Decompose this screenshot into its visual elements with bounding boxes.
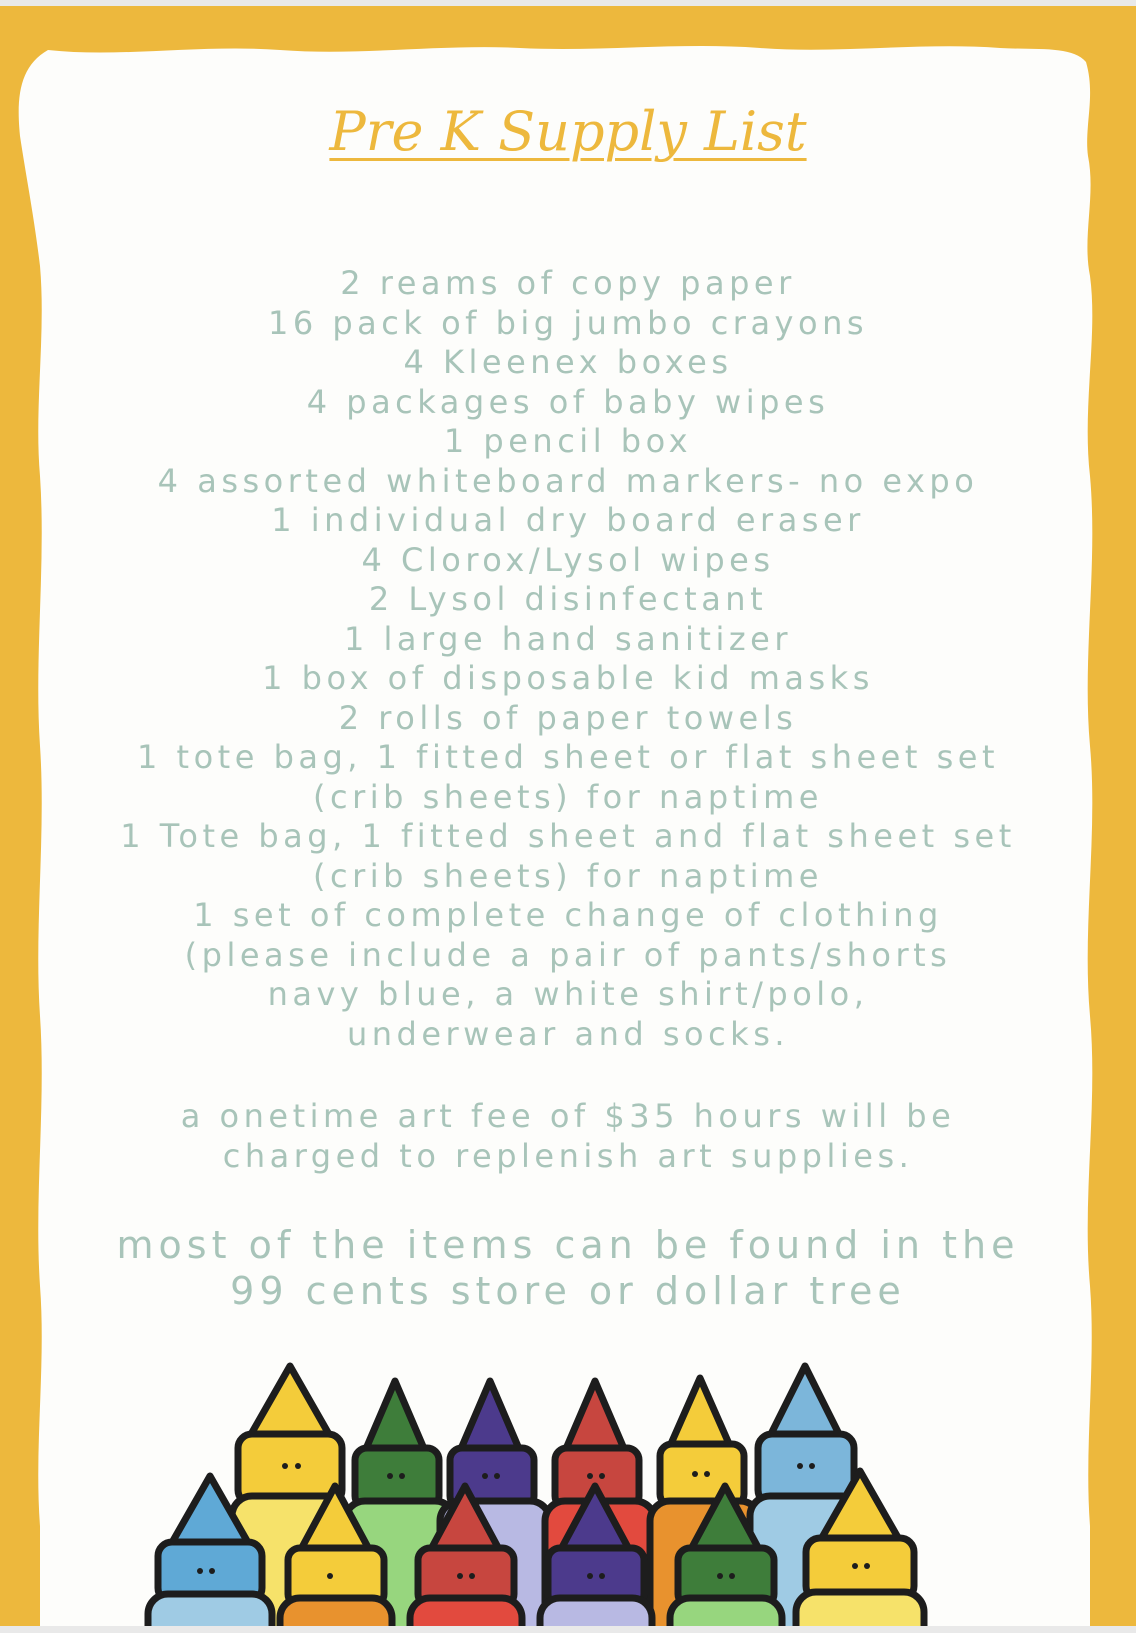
supply-item: 4 packages of baby wipes	[306, 382, 830, 421]
supply-item: 4 Kleenex boxes	[403, 343, 733, 381]
art-fee-line: a onetime art fee of $35 hours will be	[180, 1097, 956, 1135]
supply-item: 4 Clorox/Lysol wipes	[361, 540, 775, 579]
supply-item: 1 pencil box	[443, 422, 693, 460]
supply-item: 2 Lysol disinfectant	[368, 580, 768, 618]
supply-item: navy blue, a white shirt/polo,	[267, 975, 869, 1013]
page-title: Pre K Supply List	[329, 100, 807, 163]
supply-item: (crib sheets) for naptime	[313, 856, 823, 895]
store-note-line: 99 cents store or dollar tree	[230, 1269, 906, 1313]
supply-item: 1 individual dry board eraser	[271, 501, 865, 539]
supply-item: (crib sheets) for naptime	[313, 777, 823, 816]
supply-item: (please include a pair of pants/shorts	[184, 935, 952, 974]
supply-item: 1 large hand sanitizer	[344, 619, 792, 658]
supply-item: 2 reams of copy paper	[340, 264, 796, 302]
supply-item: 4 assorted whiteboard markers- no expo	[157, 461, 979, 500]
art-fee-note	[60, 1096, 1076, 1176]
supply-item: 1 tote bag, 1 fitted sheet or flat sheet set	[137, 738, 999, 776]
store-note	[60, 1222, 1076, 1314]
supply-item: 16 pack of big jumbo crayons	[267, 303, 869, 342]
supply-item: 1 set of complete change of clothing	[193, 896, 943, 934]
art-fee-line: charged to replenish art supplies.	[222, 1137, 914, 1175]
supply-item: 1 box of disposable kid masks	[262, 659, 874, 697]
supply-item: 2 rolls of paper towels	[338, 698, 798, 737]
page-frame	[0, 6, 1136, 1626]
supply-item: 1 Tote bag, 1 fitted sheet and flat sheet set	[120, 817, 1016, 855]
supply-items-list	[60, 264, 1076, 1054]
supply-item: underwear and socks.	[346, 1014, 790, 1053]
store-note-line: most of the items can be found in the	[116, 1223, 1020, 1267]
crayon-group-illustration	[140, 1326, 990, 1626]
